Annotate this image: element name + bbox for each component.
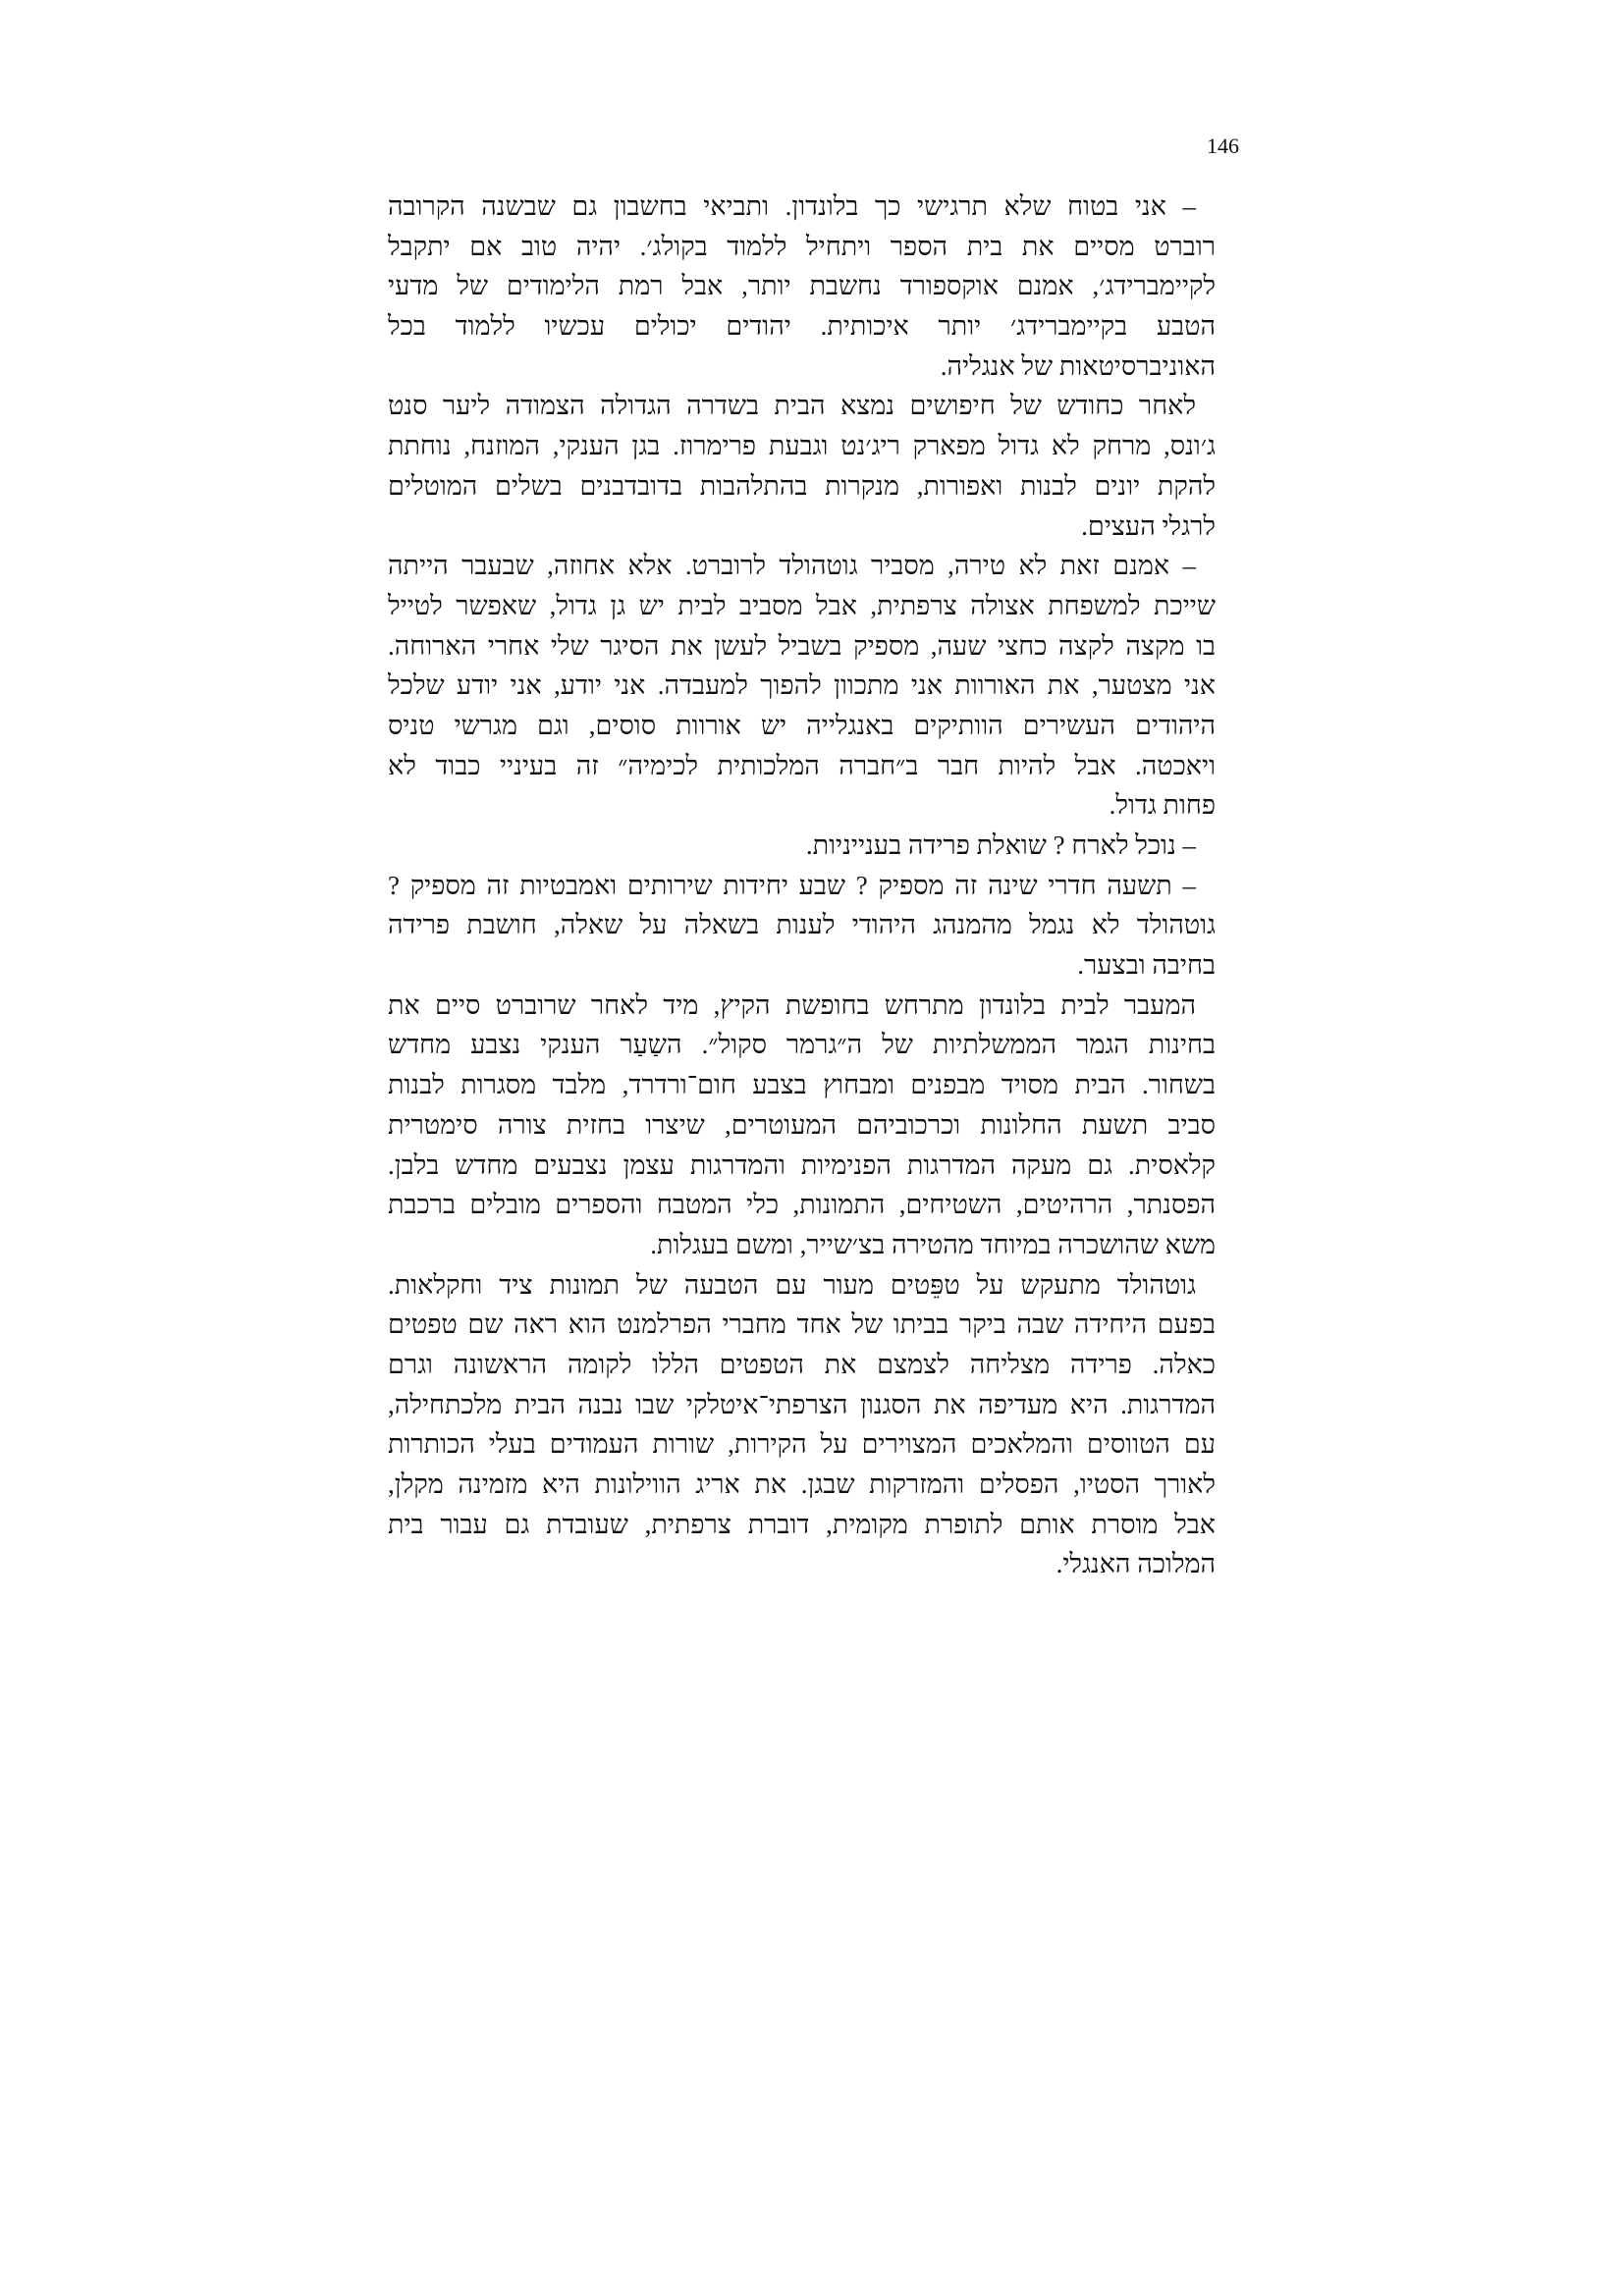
text-line: להקת יונים לבנות ואפורות, מנקרות בהתלהבות בדובדבנים בשלים המוטלים [388,470,1216,501]
text-line: בו מקצה לקצה כחצי שעה, מספיק בשביל לעשן את הסיגר שלי אחרי הארוחה. [388,630,1216,661]
text-line: אבל מוסרת אותם לתופרת מקומית, דוברת צרפתית, שעובדת גם עבור בית [388,1509,1216,1539]
text-line: גוטהולד מתעקש על טפֵּטים מעור עם הטבעה של תמונות ציד וחקלאות. [388,1269,1196,1300]
text-line: בחינות הגמר הממשלתיות של ה״גרמר סקול״. השַעַר הענקי נצבע מחדש [388,1030,1216,1060]
text-line: – אמנם זאת לא טירה, מסביר גוטהולד לרוברט. אלא אחוזה, שבעבר הייתה [388,551,1196,581]
text-line: כאלה. פרידה מצליחה לצמצם את הטפטים הללו לקומה הראשונה וגרם [388,1349,1216,1379]
paragraph [388,986,1216,1265]
paragraph [388,826,1216,866]
text-line: רוברט מסיים את בית הספר ויתחיל ללמוד בקולג׳. יהיה טוב אם יתקבל [388,231,1216,261]
text-line: בחיבה ובצער. [1077,950,1216,981]
text-line: לקיימברידג׳, אמנם אוקספורד נחשבת יותר, אבל רמת הלימודים של מדעי [388,271,1216,301]
text-line: האוניברסיטאות של אנגליה. [940,350,1216,381]
text-line: לאורך הסטיו, הפסלים והמזרקות שבגן. את אריג הווילונות היא מזמינה מקלן, [388,1469,1216,1499]
paragraph [388,546,1216,826]
text-line: הפסנתר, הרהיטים, השטיחים, התמונות, כלי המטבח והספרים מובלים ברכבת [388,1190,1216,1220]
text-line: עם הטווסים והמלאכים המצוירים על הקירות, שורות העמודים בעלי הכותרות [388,1429,1216,1460]
text-line: – אני בטוח שלא תרגישי כך בלונדון. ותביאי בחשבון גם שבשנה הקרובה [388,191,1196,221]
text-line: המלוכה האנגלי. [1056,1549,1216,1579]
text-line: המדרגות. היא מעדיפה את הסגנון הצרפתי־איטלקי שבו נבנה הבית מלכתחילה, [388,1389,1216,1419]
text-line: פחות גדול. [1109,790,1216,821]
paragraph [388,187,1216,386]
text-line: קלאסית. גם מעקה המדרגות הפנימיות והמדרגות עצמן נצבעים מחדש בלבן. [388,1149,1216,1180]
text-line: – תשעה חדרי שינה זה מספיק ? שבע יחידות שירותים ואמבטיות זה מספיק ? [388,870,1196,900]
paragraph [388,866,1216,986]
text-line: המעבר לבית בלונדון מתרחש בחופשת הקיץ, מיד לאחר שרוברט סיים את [388,989,1196,1020]
text-line: אני מצטער, את האורוות אני מתכוון להפוך למעבדה. אני יודע, אני יודע שלכל [388,670,1216,701]
text-line: בפעם היחידה שבה ביקר בביתו של אחד מחברי הפרלמנט הוא ראה שם טפטים [388,1309,1216,1340]
text-line: ויאכטה. אבל להיות חבר ב״חברה המלכותית לכימיה״ זה בעיניי כבוד לא [388,750,1216,780]
page-number: 146 [1207,133,1239,158]
text-line: לרגלי העצים. [1081,510,1216,541]
paragraph [388,386,1216,546]
text-line: שייכת למשפחת אצולה צרפתית, אבל מסביב לבית יש גן גדול, שאפשר לטייל [388,590,1216,620]
text-line: היהודים העשירים הוותיקים באנגלייה יש אורוות סוסים, וגם מגרשי טניס [388,710,1216,740]
text-line: משא שהושכרה במיוחד מהטירה בצ׳שייר, ומשם בעגלות. [650,1229,1216,1259]
text-line: ג׳ונס, מרחק לא גדול מפארק ריג׳נט וגבעת פרימרוז. בגן הענקי, המוזנח, נוחתת [388,431,1216,461]
text-line: סביב תשעת החלונות וכרכוביהם המעוטרים, שיצרו בחזית צורה סימטרית [388,1109,1216,1140]
text-line: – נוכל לארח ? שואלת פרידה בענייניות. [805,830,1196,860]
paragraph [388,1265,1216,1585]
text-line: בשחור. הבית מסויד מבפנים ומבחוץ בצבע חום־ורדרד, מלבד מסגרות לבנות [388,1070,1216,1100]
body-text [388,187,1216,1584]
text-line: גוטהולד לא נגמל מהמנהג היהודי לענות בשאלה על שאלה, חושבת פרידה [388,910,1216,940]
text-line: לאחר כחודש של חיפושים נמצא הבית בשדרה הגדולה הצמודה ליער סנט [388,391,1196,421]
text-line: הטבע בקיימברידג׳ יותר איכותית. יהודים יכולים עכשיו ללמוד בכל [388,311,1216,342]
